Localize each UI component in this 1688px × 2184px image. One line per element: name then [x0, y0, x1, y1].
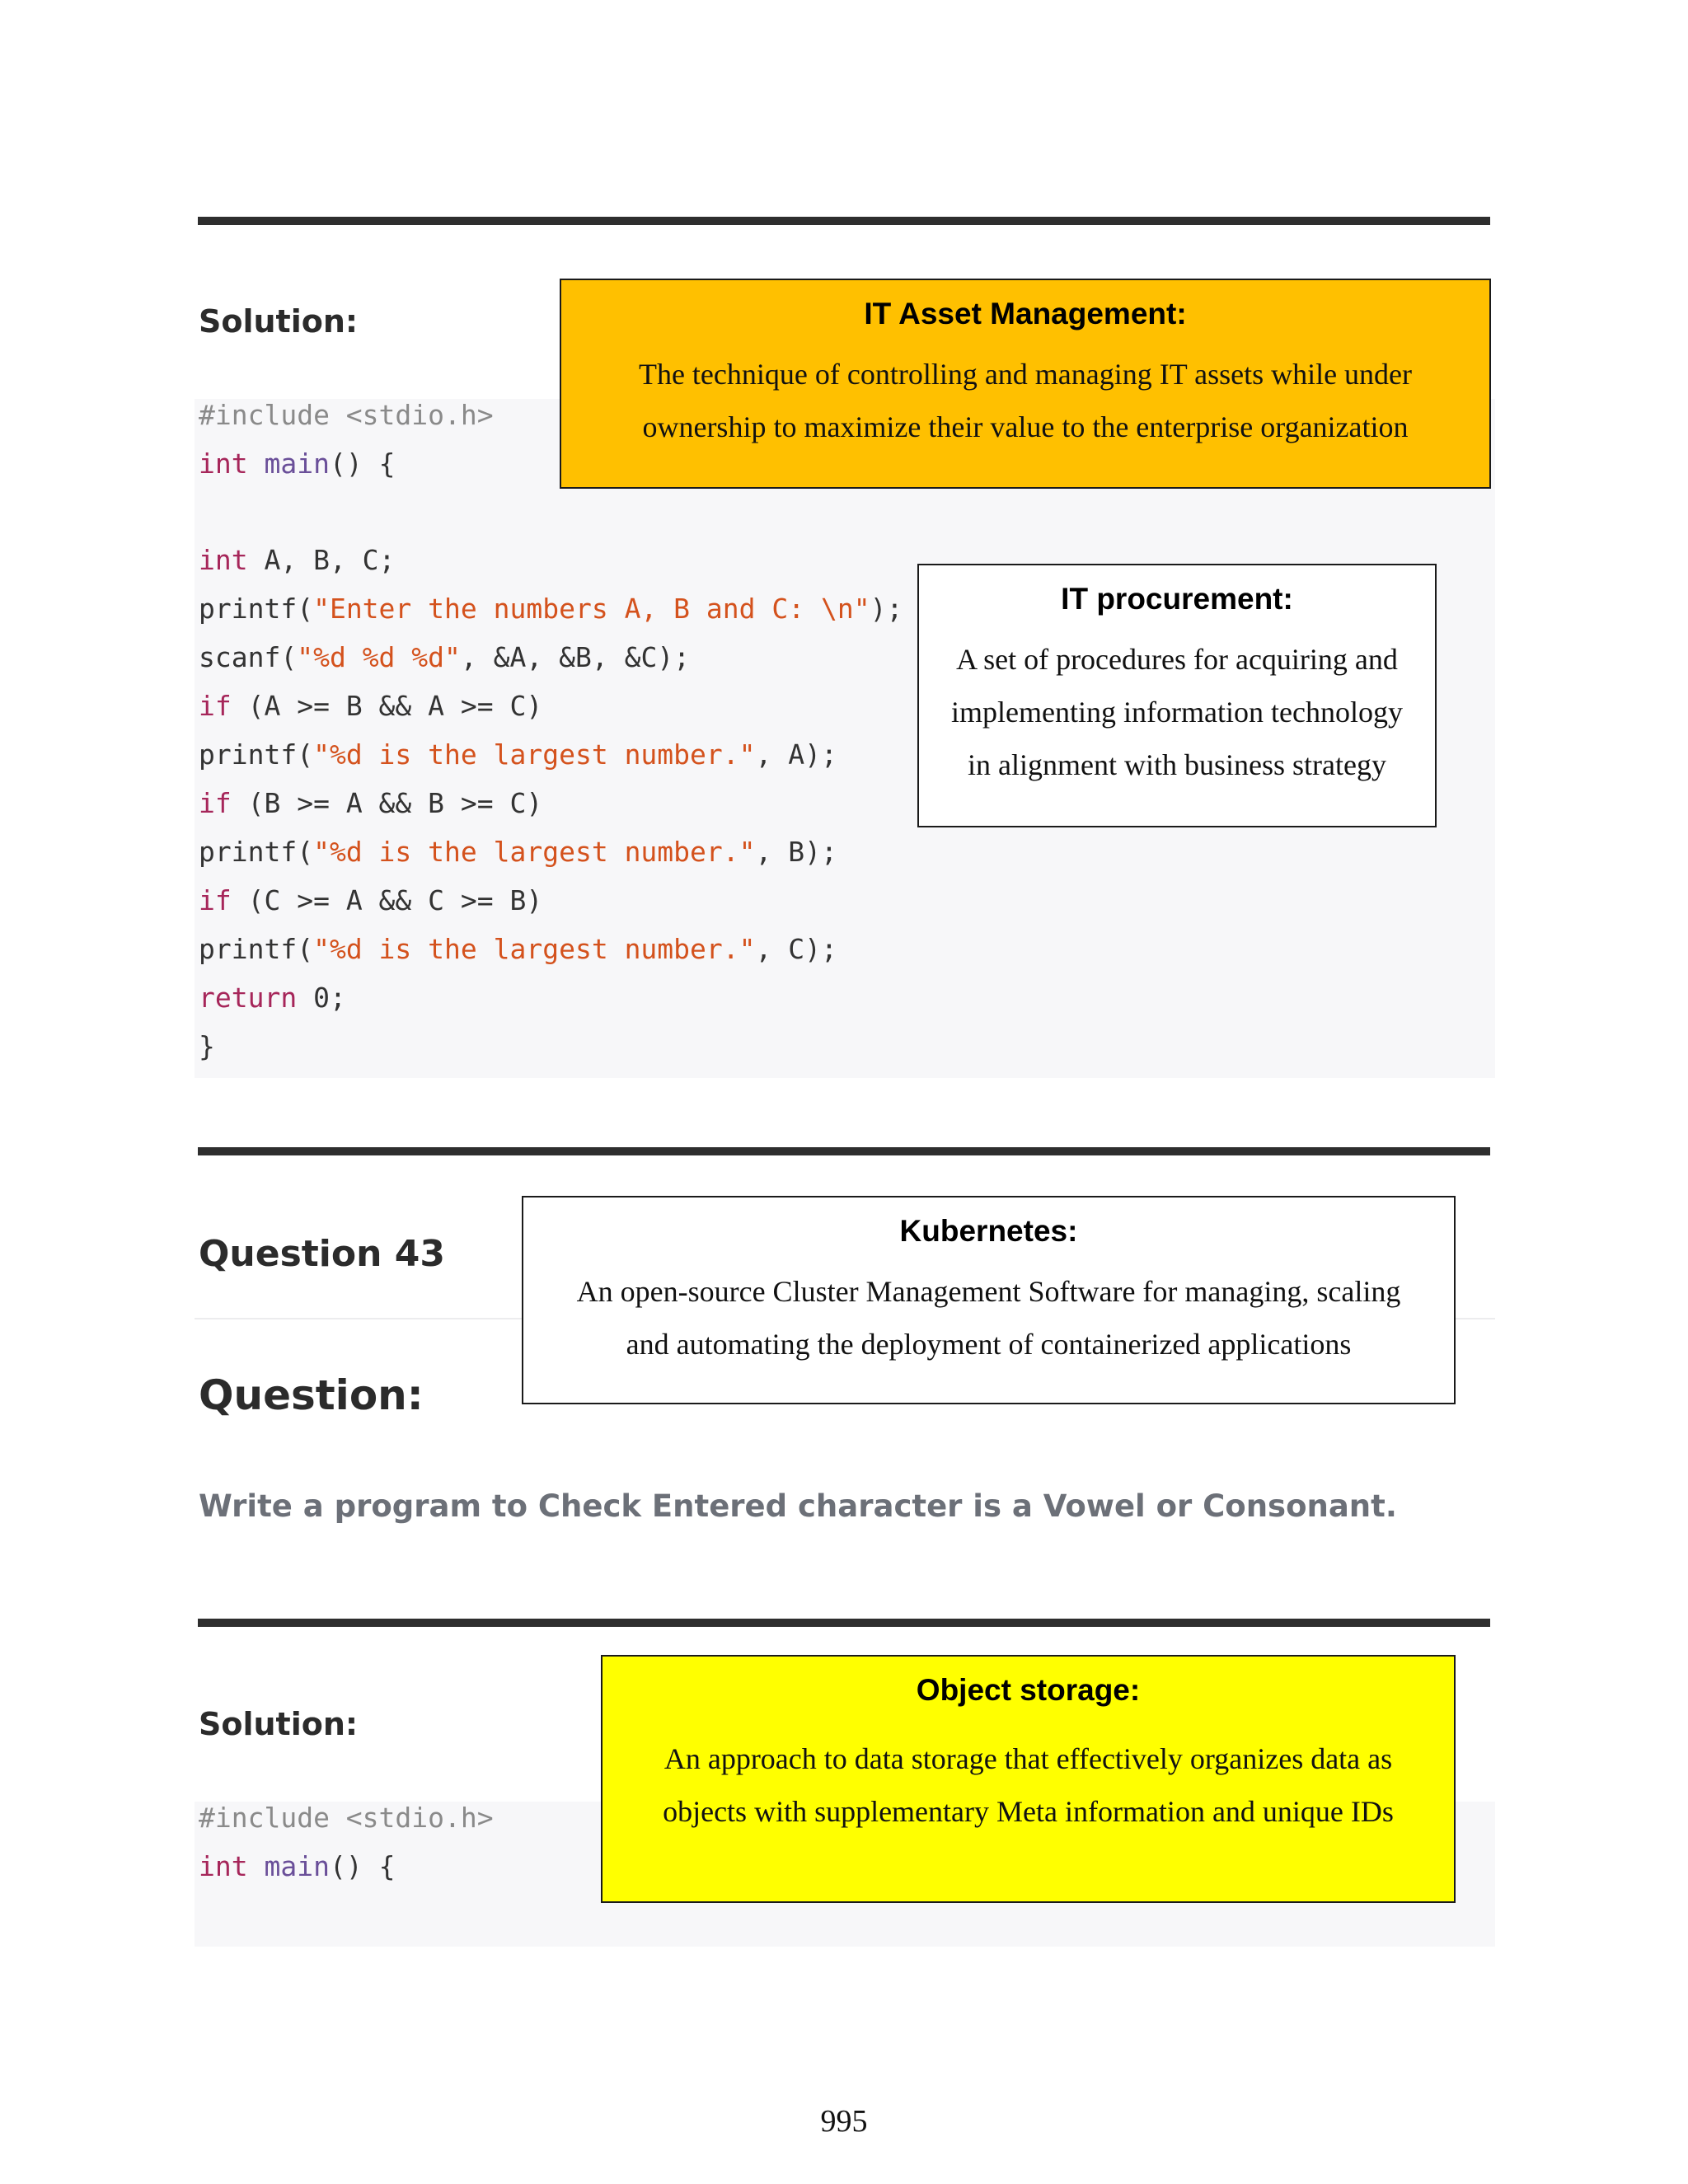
code-token	[248, 448, 265, 480]
code-token: if	[199, 884, 232, 916]
solution-heading-1: Solution:	[199, 303, 359, 340]
code-token: );	[870, 593, 903, 625]
callout-text-line: ownership to maximize their value to the enterprise organization	[642, 410, 1409, 443]
code-token: 0;	[297, 982, 346, 1014]
code-token: printf(	[199, 836, 314, 868]
section-divider-top	[198, 217, 1490, 225]
code-token: if	[199, 787, 232, 819]
callout-title: Kubernetes:	[899, 1214, 1078, 1248]
code-token: () {	[329, 448, 396, 480]
code-token: "Enter the numbers A, B and C: \n"	[313, 593, 870, 625]
code-token: if	[199, 690, 232, 722]
code-token: (C >= A && C >= B)	[231, 884, 543, 916]
question-text: Write a program to Check Entered character is a Vowel or Consonant.	[199, 1488, 1397, 1524]
code-token: , B);	[755, 836, 837, 868]
callout-it-procurement	[917, 564, 1437, 827]
code-token: "%d is the largest number."	[313, 933, 756, 965]
code-token: main	[264, 448, 330, 480]
callout-text-line: and automating the deployment of containerized applications	[626, 1328, 1352, 1361]
callout-text-line: objects with supplementary Meta information and unique IDs	[663, 1795, 1394, 1828]
question-number: Question 43	[199, 1233, 445, 1275]
code-line	[199, 399, 494, 432]
solution-heading-2: Solution:	[199, 1706, 359, 1742]
code-token: }	[199, 1030, 215, 1062]
code-token: (A >= B && A >= C)	[231, 690, 543, 722]
code-token: , &A, &B, &C);	[460, 641, 691, 673]
code-line	[199, 690, 542, 723]
code-line	[199, 787, 542, 820]
section-divider-bottom	[198, 1619, 1490, 1627]
code-line	[199, 1030, 215, 1063]
code-token: () {	[329, 1850, 396, 1882]
callout-title: IT Asset Management:	[864, 297, 1187, 330]
page-number: 995	[820, 2104, 868, 2139]
callout-text-line: A set of procedures for acquiring and	[956, 643, 1398, 676]
code-line	[199, 836, 837, 869]
code-token: #include <stdio.h>	[199, 399, 494, 431]
callout-title: IT procurement:	[1061, 582, 1293, 616]
code-token: A, B, C;	[247, 544, 396, 576]
code-line	[199, 738, 837, 771]
code-line	[199, 544, 395, 577]
code-line	[199, 982, 346, 1015]
code-line	[199, 593, 903, 626]
section-divider-middle	[198, 1147, 1490, 1155]
code-token: printf(	[199, 933, 314, 965]
code-token: , A);	[755, 738, 837, 771]
code-token: int	[199, 1850, 248, 1882]
code-token	[248, 1850, 265, 1882]
code-token: printf(	[199, 738, 314, 771]
callout-text-line: An open-source Cluster Management Software for managing, scaling	[576, 1275, 1401, 1308]
question-heading: Question:	[199, 1371, 424, 1419]
code-line	[199, 448, 395, 480]
code-line	[199, 641, 690, 674]
code-token: "%d %d %d"	[297, 641, 461, 673]
code-token: scanf(	[199, 641, 298, 673]
code-token: "%d is the largest number."	[313, 836, 756, 868]
callout-kubernetes	[522, 1196, 1456, 1404]
callout-text-line: implementing information technology	[951, 696, 1403, 729]
callout-text-line: The technique of controlling and managing IT assets while under	[638, 358, 1413, 391]
code-token: int	[199, 544, 248, 576]
callout-text-line: in alignment with business strategy	[968, 748, 1386, 781]
code-line	[199, 1802, 494, 1835]
code-line	[199, 933, 837, 966]
callout-title: Object storage:	[916, 1673, 1141, 1707]
code-token: main	[264, 1850, 330, 1882]
callout-object-storage	[601, 1655, 1456, 1903]
code-line	[199, 1850, 395, 1883]
code-token: , C);	[755, 933, 837, 965]
code-token: #include <stdio.h>	[199, 1802, 494, 1834]
code-token: printf(	[199, 593, 314, 625]
code-token: int	[199, 448, 248, 480]
callout-text-line: An approach to data storage that effectively organizes data as	[663, 1742, 1393, 1775]
code-token: return	[199, 982, 298, 1014]
callout-it-asset-management	[560, 279, 1491, 489]
code-token: "%d is the largest number."	[313, 738, 756, 771]
code-line	[199, 884, 542, 917]
code-token: (B >= A && B >= C)	[231, 787, 543, 819]
